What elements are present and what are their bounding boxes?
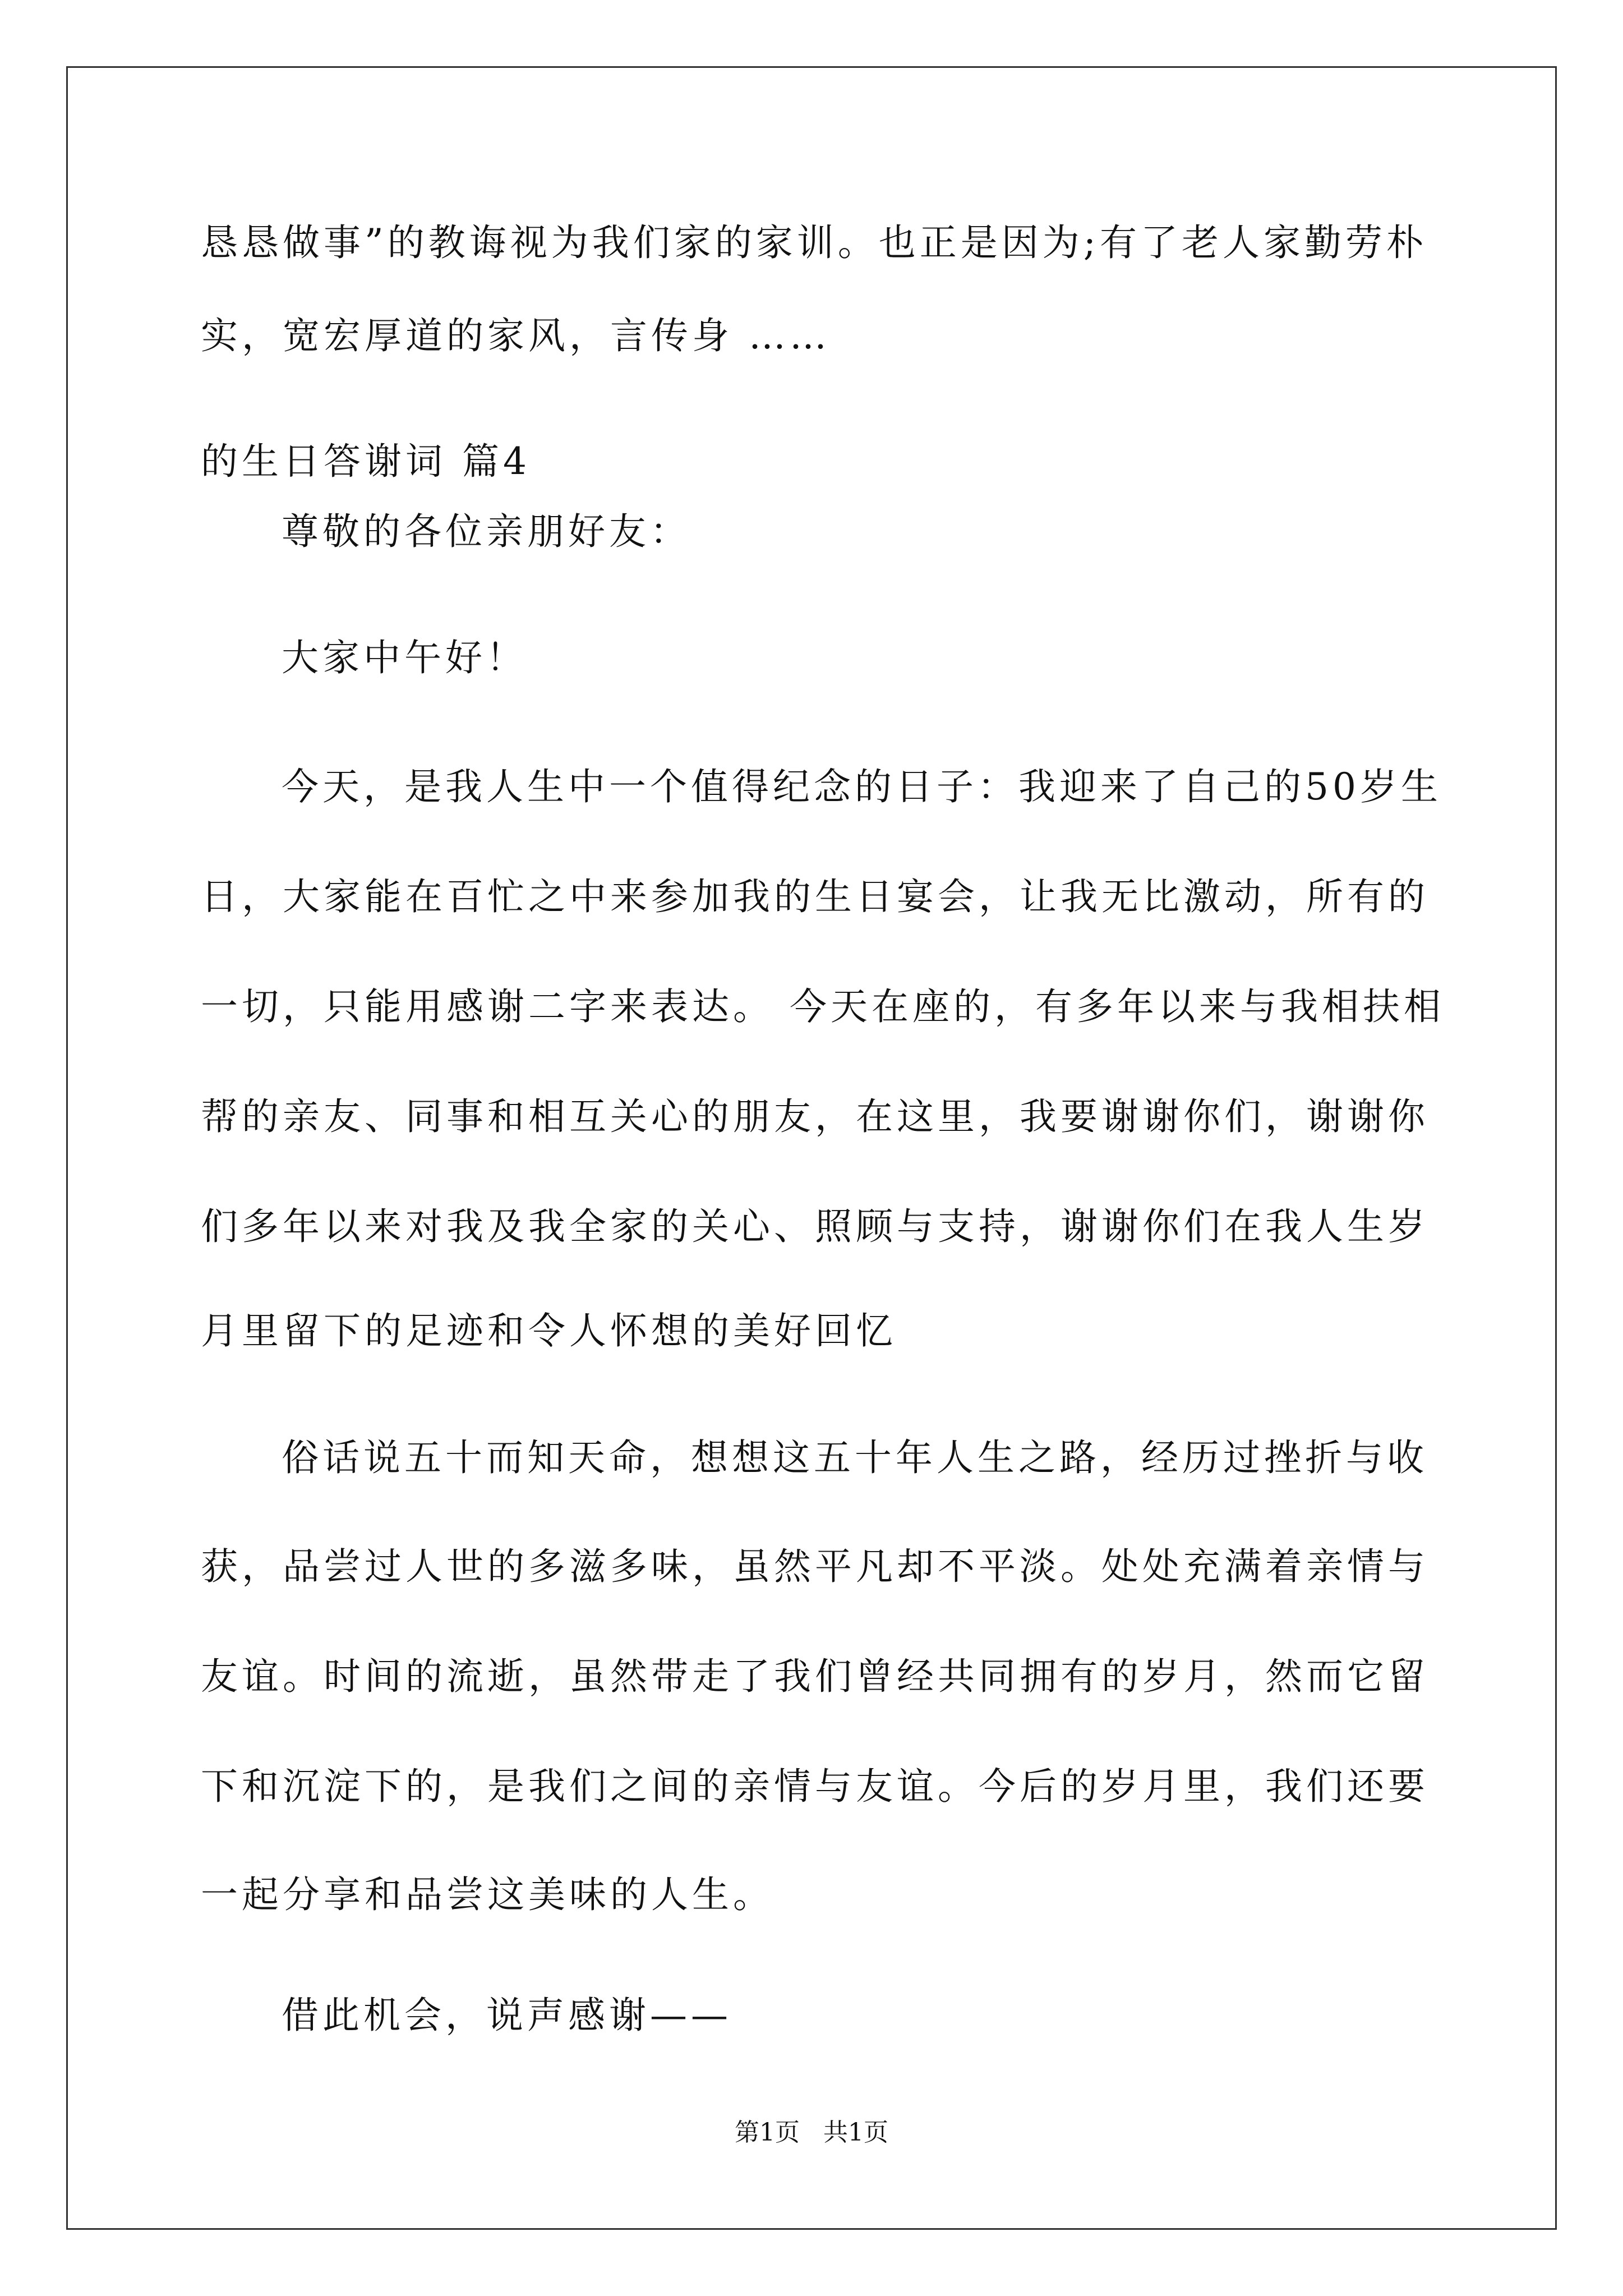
- paragraph-line: 获，品尝过人世的多滋多味，虽然平凡却不平淡。处处充满着亲情与: [201, 1545, 1429, 1588]
- paragraph-line: 借此机会，说声感谢——: [282, 1994, 732, 2037]
- paragraph-line: 友谊。时间的流逝，虽然带走了我们曾经共同拥有的岁月，然而它留: [201, 1655, 1429, 1698]
- salutation: 尊敬的各位亲朋好友：: [282, 510, 691, 553]
- text-line: 实，宽宏厚道的家风，言传身 ……: [201, 314, 831, 357]
- paragraph-line: 今天，是我人生中一个值得纪念的日子：我迎来了自己的50岁生: [282, 765, 1442, 808]
- section-title: 的生日答谢词 篇4: [201, 440, 531, 483]
- text-line: 恳恳做事”的教诲视为我们家的家训。也正是因为;有了老人家勤劳朴: [201, 221, 1427, 264]
- paragraph-line: 俗话说五十而知天命，想想这五十年人生之路，经历过挫折与收: [282, 1436, 1428, 1479]
- paragraph-line: 月里留下的足迹和令人怀想的美好回忆: [201, 1309, 897, 1352]
- paragraph-line: 下和沉淀下的，是我们之间的亲情与友谊。今后的岁月里，我们还要: [201, 1765, 1429, 1808]
- page-footer: 第1页 共1页: [735, 2118, 888, 2147]
- paragraph-line: 帮的亲友、同事和相互关心的朋友，在这里，我要谢谢你们，谢谢你: [201, 1095, 1429, 1138]
- paragraph-line: 日，大家能在百忙之中来参加我的生日宴会，让我无比激动，所有的: [201, 875, 1429, 918]
- paragraph-line: 一起分享和品尝这美味的人生。: [201, 1873, 774, 1916]
- paragraph-line: 们多年以来对我及我全家的关心、照顾与支持，谢谢你们在我人生岁: [201, 1205, 1429, 1248]
- paragraph-line: 一切，只能用感谢二字来表达。 今天在座的，有多年以来与我相扶相: [201, 985, 1445, 1028]
- greeting: 大家中午好！: [282, 636, 527, 679]
